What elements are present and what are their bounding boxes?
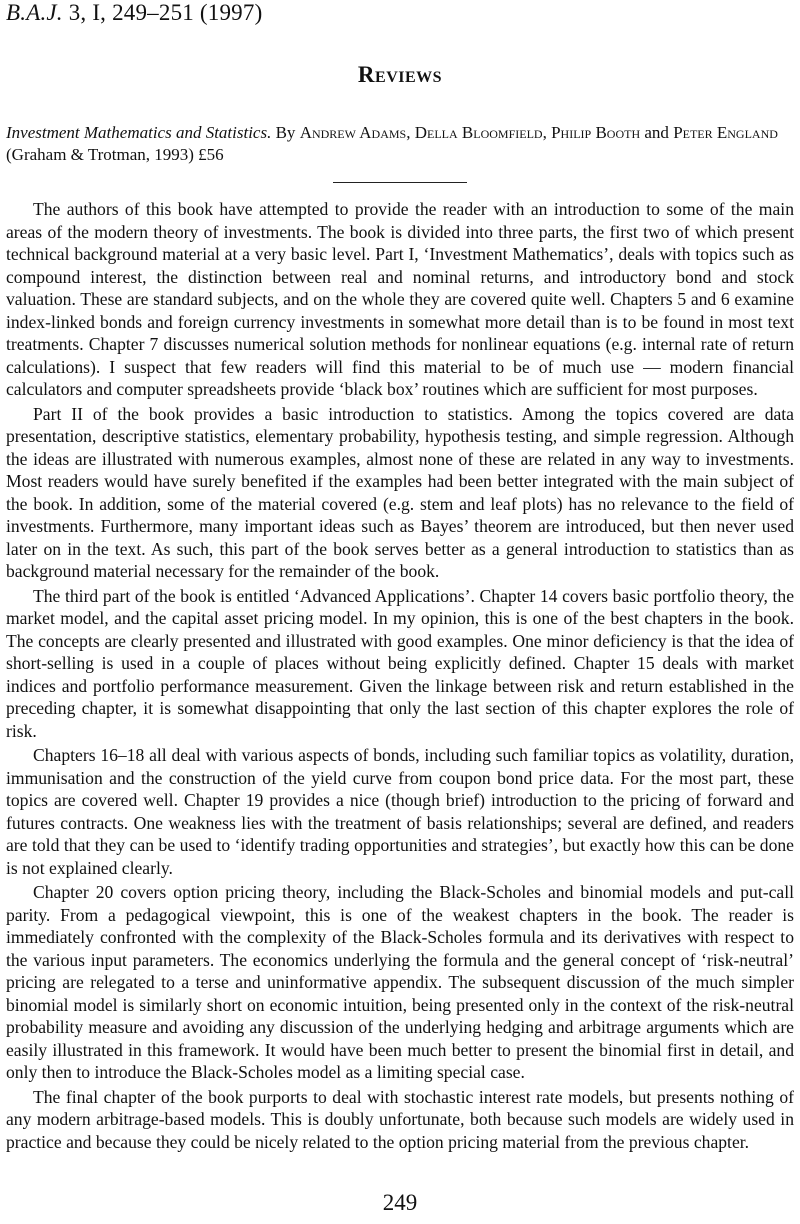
- journal-abbreviation: B.A.J.: [6, 0, 63, 25]
- publisher-price: (Graham & Trotman, 1993) £56: [6, 145, 224, 164]
- review-body: [6, 198, 794, 1155]
- section-title: Reviews: [357, 62, 443, 87]
- page-number: 249: [382, 1190, 418, 1215]
- paragraph: Chapters 16–18 all deal with various aspects of bonds, including such familiar topics as volatility, duration, immunisation and the construction of the yield curve from coupon bond price data. For the most part, these topics are covered well. Chapter 19 provides a nice (though brief) introduction to the pricing of forward and futures contracts. One weakness lies with the treatment of basis relationships; several are defined, and readers are told that they can be used to ‘identify trading opportunities and strategies’, but exactly how this can be done is not explained clearly.: [6, 745, 794, 878]
- author-name: Philip Booth: [551, 123, 641, 142]
- author-name: Andrew Adams,: [299, 123, 411, 142]
- by-label: By: [275, 123, 296, 142]
- paragraph: The final chapter of the book purports to deal with stochastic interest rate models, but presents nothing of any modern arbitrage-based models. This is doubly unfortunate, both because such models are widely used in practice and because they could be nicely related to the option pricing material from the previous chapter.: [6, 1086, 794, 1152]
- author-name: Peter England: [673, 123, 778, 142]
- paragraph: Part II of the book provides a basic introduction to statistics. Among the topics covered are data presentation, descriptive statistics, elementary probability, hypothesis testing, and simple regression. Although the ideas are illustrated with numerous examples, almost none of these are related in any way to investments. Most readers would have surely benefited if the examples had been better integrated with the main subject of the book. In addition, some of the material covered (e.g. stem and leaf plots) has no relevance to the field of investments. Furthermore, many important ideas such as Bayes’ theorem are introduced, but then never used later on in the text. As such, this part of the book serves better as a general introduction to statistics than as background material necessary for the remainder of the book.: [6, 403, 794, 581]
- author-name: Della Bloomfield,: [414, 123, 547, 142]
- and-label: and: [644, 123, 669, 142]
- paragraph: Chapter 20 covers option pricing theory, including the Black-Scholes and binomial models and put-call parity. From a pedagogical viewpoint, this is one of the weakest chapters in the book. The reader is immediately confronted with the complexity of the Black-Scholes formula and its derivatives with respect to the various input parameters. The economics underlying the formula and the general concept of ‘risk-neutral’ pricing are relegated to a terse and uninformative appendix. The subsequent discussion of the much simpler binomial model is similarly short on economic intuition, being presented only in the context of the risk-neutral probability measure and avoiding any discussion of the underlying hedging and arbitrage arguments which are easily illustrated in this framework. It would have been much better to present the binomial first in detail, and only then to introduce the Black-Scholes model as a limiting special case.: [6, 882, 794, 1082]
- paragraph: The authors of this book have attempted to provide the reader with an introduction to some of the main areas of the modern theory of investments. The book is divided into three parts, the first two of which present technical background material at a very basic level. Part I, ‘Investment Mathematics’, deals with topics such as compound interest, the distinction between real and nominal returns, and introductory bond and stock valuation. These are standard subjects, and on the whole they are covered quite well. Chapters 5 and 6 examine index-linked bonds and foreign currency investments in somewhat more detail than is to be found in most text treatments. Chapter 7 discusses numerical solution methods for nonlinear equations (e.g. internal rate of return calculations). I suspect that few readers will find this material to be of much use — modern financial calculators and computer spreadsheets provide ‘black box’ routines which are sufficient for most purposes.: [6, 199, 794, 399]
- book-reference: [6, 122, 794, 166]
- running-head: [6, 0, 262, 26]
- paragraph: The third part of the book is entitled ‘Advanced Applications’. Chapter 14 covers basic portfolio theory, the market model, and the capital asset pricing model. In my opinion, this is one of the best chapters in the book. The concepts are clearly presented and illustrated with good examples. One minor deficiency is that the idea of short-selling is used in a couple of places without being explicitly defined. Chapter 15 deals with market indices and portfolio performance measurement. Given the linkage between risk and return established in the preceding chapter, it is somewhat disappointing that only the last section of this chapter explores the role of risk.: [6, 585, 794, 741]
- book-title: Investment Mathematics and Statistics.: [6, 123, 272, 142]
- section-divider: [333, 182, 467, 183]
- volume-citation: 3, I, 249–251 (1997): [68, 0, 263, 25]
